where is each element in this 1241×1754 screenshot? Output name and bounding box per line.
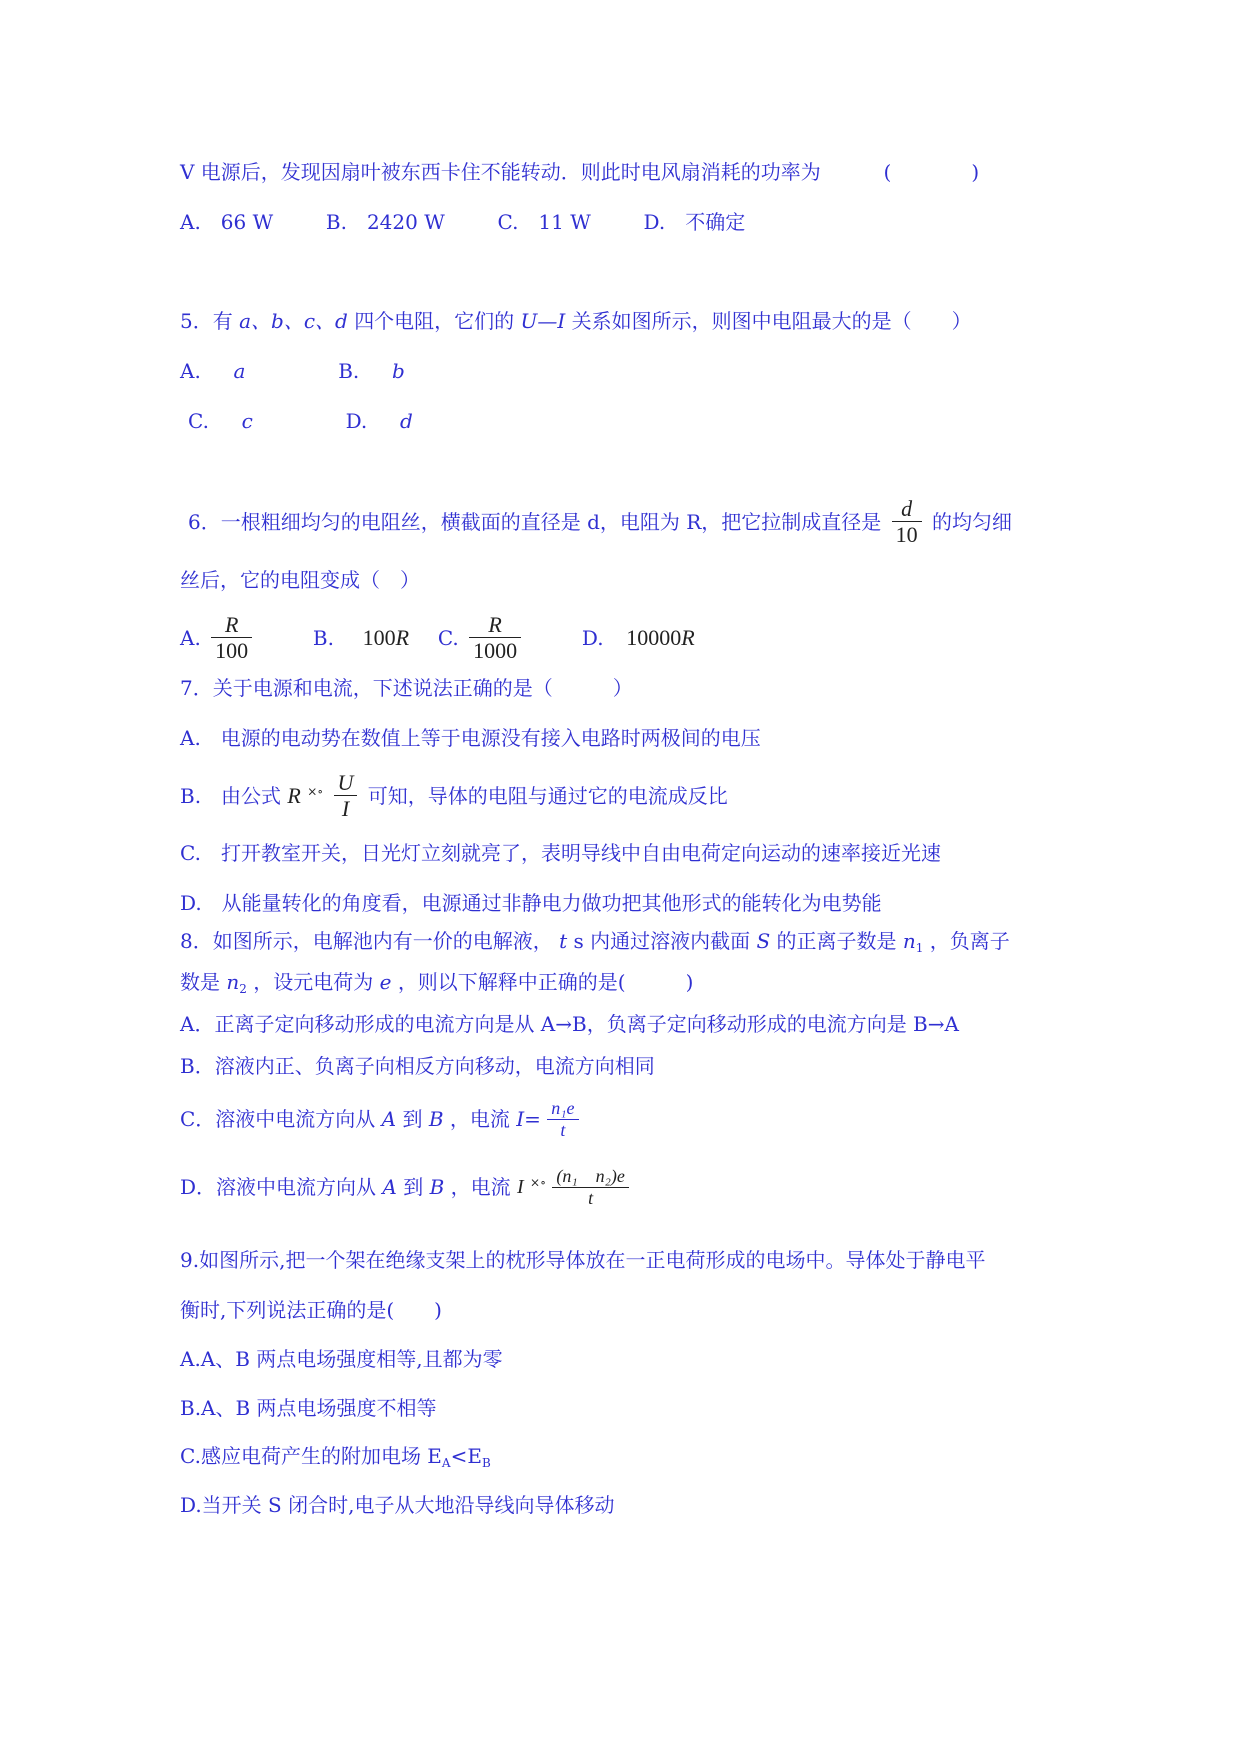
q8-n1: n (902, 929, 916, 953)
q7-option-b-part: B. 由公式 (180, 783, 282, 808)
q8-stem-part: ，则以下解释中正确的是( ) (397, 970, 694, 994)
q8-n1-sub: 1 (915, 941, 924, 955)
q8-option-c-part: ，电流 (449, 1107, 510, 1132)
q9-option-c-part: <E (450, 1444, 482, 1468)
q6-option-d-coef: 10000 (626, 624, 682, 650)
q8-stem-part: ，负离子 (929, 929, 1010, 953)
q4-option-c: C. 11 W (497, 210, 591, 234)
q9-option-c (180, 1446, 491, 1469)
q5-stem-part: 四个电阻，它们的 (354, 309, 515, 333)
q6-option-c-label: C. (437, 625, 459, 650)
q5-option-d: d (400, 409, 413, 433)
q7-option-b-fraction (334, 770, 358, 822)
q5-option-a: a (233, 359, 246, 383)
q9-option-c-sub: A (441, 1456, 451, 1470)
equals-glyph-icon: ×∘ (530, 1175, 546, 1190)
q5-option-c-label: C. (188, 409, 209, 433)
q6-fraction-num: d (892, 496, 922, 522)
q5-stem-part: 5．有 (180, 309, 233, 333)
q8-option-c (180, 1098, 583, 1140)
q6-option-d-var: R (681, 624, 695, 650)
q9-option-a: A.A、B 两点电场强度相等,且都为零 (180, 1347, 503, 1371)
q8-option-d-a: A (382, 1175, 397, 1200)
q9-option-c-part: C.感应电荷产生的附加电场 E (180, 1444, 442, 1468)
q5-stem-part: 关系如图所示，则图中电阻最大的是（ ） (571, 309, 972, 333)
q8-option-d (180, 1166, 633, 1208)
q5-option-a-label: A. (180, 359, 201, 383)
q4-option-a: A. 66 W (180, 210, 274, 234)
q8-stem-line2 (180, 972, 693, 995)
q6-stem-part: 6．一根粗细均匀的电阻丝，横截面的直径是 d，电阻为 R，把它拉制成直径是 (188, 509, 882, 534)
q7-option-b-den: I (341, 796, 350, 822)
q8-option-d-part: D．溶液中电流方向从 (180, 1175, 377, 1200)
q6-options (180, 612, 695, 664)
q9-option-b: B.A、B 两点电场强度不相等 (180, 1396, 437, 1420)
q7-option-a: A. 电源的电动势在数值上等于电源没有接入电路时两极间的电压 (180, 726, 761, 750)
q8-option-d-den: t (588, 1187, 594, 1208)
q7-option-d: D. 从能量转化的角度看，电源通过非静电力做功把其他形式的能转化为电势能 (180, 891, 882, 915)
q7-option-b (180, 770, 728, 822)
q6-option-a-label: A. (180, 625, 201, 650)
q8-option-c-den: t (560, 1119, 566, 1140)
q6-option-b-coef: 100 (362, 624, 396, 650)
q8-option-c-fraction (547, 1098, 578, 1140)
q4-option-b: B. 2420 W (325, 210, 445, 234)
q8-e: e (379, 970, 392, 994)
q6-option-a-den: 100 (215, 638, 249, 664)
q6-option-c-num: R (469, 612, 521, 638)
q8-option-d-i: I (517, 1176, 524, 1199)
q4-stem (180, 162, 979, 182)
q8-option-c-i: I= (516, 1107, 541, 1132)
q8-option-c-a: A (381, 1107, 397, 1132)
q7-stem: 7．关于电源和电流，下述说法正确的是（ ） (180, 676, 633, 700)
q5-option-b-label: B. (338, 359, 360, 383)
q8-option-d-num: (n₁ n₂)e (552, 1166, 629, 1188)
q6-fraction-den: 10 (895, 522, 918, 548)
q8-stem-part: 8．如图所示，电解池内有一价的电解液， (180, 929, 553, 953)
q8-n2: n (226, 970, 240, 994)
q4-options (180, 212, 745, 232)
q5-stem (180, 311, 972, 331)
q7-option-b-num: U (334, 770, 358, 796)
q9-option-d: D.当开关 S 闭合时,电子从大地沿导线向导体移动 (180, 1493, 615, 1517)
q8-stem-part: ，设元电荷为 (253, 970, 374, 994)
q8-option-c-part: 到 (402, 1107, 423, 1132)
q7-option-b-r: R (287, 782, 301, 808)
q8-s: S (756, 929, 771, 953)
q8-option-d-part: ，电流 (450, 1175, 511, 1200)
q6-option-c-fraction (469, 612, 521, 664)
q6-option-c-den: 1000 (473, 638, 518, 664)
q9-option-c-sub: B (481, 1456, 491, 1470)
q6-fraction (892, 496, 922, 548)
q8-option-d-fraction (552, 1166, 629, 1208)
q8-option-d-part: 到 (403, 1175, 424, 1200)
q5-ui: U—I (520, 309, 566, 333)
q6-stem-part: 的均匀细 (932, 509, 1013, 534)
q5-option-b: b (391, 359, 405, 383)
q8-option-c-part: C．溶液中电流方向从 (180, 1107, 376, 1132)
equals-glyph-icon: ×∘ (307, 784, 324, 799)
q8-stem-part: s 内通过溶液内截面 (573, 929, 751, 953)
q6-option-a-fraction (211, 612, 252, 664)
q6-option-b-label: B. (312, 625, 334, 650)
q8-option-c-num: n₁e (547, 1098, 578, 1120)
q6-stem (188, 496, 1012, 548)
q6-option-d-label: D. (581, 625, 604, 650)
q8-option-a: A．正离子定向移动形成的电流方向是从 A→B，负离子定向移动形成的电流方向是 B→A (180, 1012, 959, 1036)
q8-stem (180, 931, 1010, 954)
q5-option-d-label: D. (345, 409, 368, 433)
q7-option-b-part: 可知，导体的电阻与通过它的电流成反比 (367, 783, 728, 808)
q8-option-d-b: B (429, 1175, 445, 1200)
q6-option-b-var: R (395, 624, 410, 650)
q8-n2-sub: 2 (239, 982, 247, 996)
q5-options-row2 (188, 411, 413, 431)
q8-option-b: B．溶液内正、负离子向相反方向移动，电流方向相同 (180, 1054, 655, 1078)
q9-stem-line2: 衡时,下列说法正确的是( ) (180, 1298, 442, 1322)
q7-option-c: C. 打开教室开关，日光灯立刻就亮了，表明导线中自由电荷定向运动的速率接近光速 (180, 841, 941, 865)
q8-stem-part: 数是 (180, 970, 220, 994)
q8-option-c-b: B (428, 1107, 444, 1132)
q8-t: t (559, 929, 568, 953)
q5-option-c: c (241, 409, 253, 433)
q4-option-d: D. 不确定 (643, 210, 746, 234)
q4-paren: ( ) (883, 160, 980, 184)
q6-stem-line2: 丝后，它的电阻变成（ ） (180, 568, 420, 592)
q6-option-a-num: R (211, 612, 252, 638)
q5-vars: a、b、c、d (239, 309, 348, 333)
q4-stem-text: V 电源后，发现因扇叶被东西卡住不能转动．则此时电风扇消耗的功率为 (180, 160, 821, 184)
q5-options-row1 (180, 361, 405, 381)
q8-stem-part: 的正离子数是 (776, 929, 897, 953)
q9-stem-line1: 9.如图所示,把一个架在绝缘支架上的枕形导体放在一正电荷形成的电场中。导体处于静电平 (180, 1248, 986, 1272)
